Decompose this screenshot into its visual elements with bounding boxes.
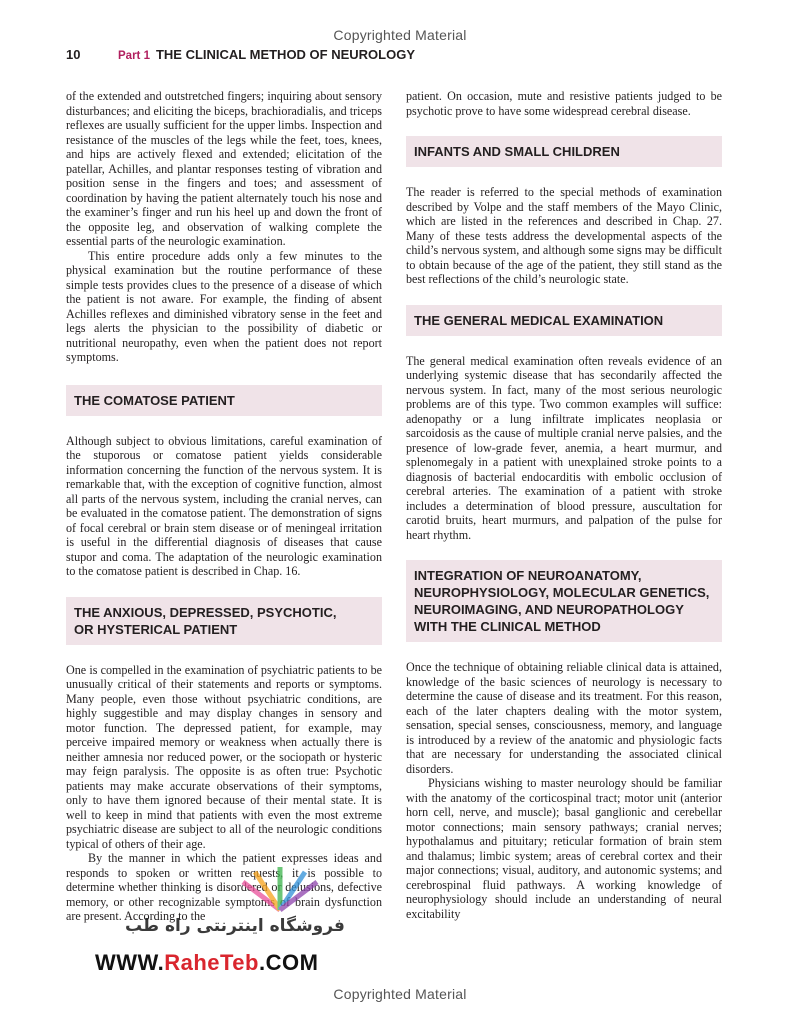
paragraph: One is compelled in the examination of psychiatric patients to be unusually critical of their statements and reports or symptoms. Many people, even those without psychiatric conditions, are highly suggestible and may display changes in sensory and motor function. The depressed patient, for example, may perceive impaired memory or weakness when actually there is neither amnesia nor reduced power, or the sociopath or hysteric may feign paralysis. The opposite is as often true: Psychotic patients may make accurate observations of their symptoms, only to have them ignored because of their mental state. It is well to keep in mind that patients with even the most extreme psychiatric disease are subject to all of the neurologic conditions typical of others of their age. <box>66 662 382 851</box>
section-heading-text: THE COMATOSE PATIENT <box>74 392 235 408</box>
section-heading-text: WITH THE CLINICAL METHOD <box>414 619 601 634</box>
paragraph: The reader is referred to the special methods of examination described by Volpe and the staff members of the Mayo Clinic, which are listed in the references and described in Chap. 27. Many of these tests address the developmental aspects of the child’s nervous system, and although some signs may be difficult to obtain because of the age of the patient, they still stand as the best reflections of the child’s neurologic state. <box>406 185 722 286</box>
section-heading-text: THE GENERAL MEDICAL EXAMINATION <box>414 312 664 328</box>
part-label: Part 1 <box>118 50 150 62</box>
section-heading-comatose <box>66 385 382 416</box>
section-heading-text: INTEGRATION OF NEUROANATOMY, <box>414 568 642 583</box>
section-heading-infants <box>406 136 722 167</box>
section-heading-text: INFANTS AND SMALL CHILDREN <box>414 144 620 159</box>
section-heading-text: NEUROPHYSIOLOGY, MOLECULAR GENETICS, <box>414 585 710 600</box>
left-column <box>66 89 382 924</box>
right-column <box>406 89 722 921</box>
page-number: 10 <box>66 47 81 62</box>
paragraph: Physicians wishing to master neurology should be familiar with the anatomy of the corticospinal tract; motor unit (anterior horn cell, nerve, and muscle); basal ganglionic and cerebellar motor connections; main sensory pathways; cranial nerves; hypothalamus and pituitary; reticular formation of brain stem and thalamus; limbic system; areas of cerebral cortex and their major connections; visual, auditory, and autonomic systems; and cerebrospinal fluid pathways. A working knowledge of neurophysiology should include an understanding of neural excitability <box>406 776 722 921</box>
store-url: WWW.RaheTeb.COM <box>95 950 319 975</box>
section-heading-text: NEUROIMAGING, AND NEUROPATHOLOGY <box>414 602 684 617</box>
running-head <box>66 47 726 62</box>
paragraph: This entire procedure adds only a few minutes to the physical examination but the routine performance of these simple tests provides clues to the presence of a disease of which the patient is not aware. For example, the finding of absent Achilles reflexes and diminished vibratory sense in the feet and legs alerts the physician to the possibility of diabetic or nutritional neuropathy, even when the patient does not report symptoms. <box>66 248 382 364</box>
paragraph: By the manner in which the patient expresses ideas and responds to spoken or written requests, it is possible to determine whether thinking is disordered or delusions, defective memory, or other recognizable symptoms of brain dysfunction are present. According to the <box>66 851 382 923</box>
section-heading-general-medical <box>406 305 722 336</box>
part-title: THE CLINICAL METHOD OF NEUROLOGY <box>155 47 416 62</box>
section-heading-integration <box>406 560 722 642</box>
paragraph: Once the technique of obtaining reliable clinical data is attained, knowledge of the basic sciences of neurology is necessary to determine the cause of disease and its treatment. For this reason, each of the later chapters dealing with the motor system, sensation, special senses, consciousness, memory, and language is introduced by a review of the anatomic and physiologic facts that are necessary for understanding the associated clinical disorders. <box>406 660 722 776</box>
paragraph: patient. On occasion, mute and resistive patients judged to be psychotic prove to have some widespread cerebral disease. <box>406 89 722 118</box>
section-heading-text: OR HYSTERICAL PATIENT <box>74 621 238 637</box>
paragraph: of the extended and outstretched fingers; inquiring about sensory disturbances; and eliciting the biceps, brachioradialis, and triceps reflexes are usually sufficient for the upper limbs. Inspection and resistance of the muscles of the legs while the feet, toes, knees, and hips are actively flexed and extended; elicitation of the patellar, Achilles, and plantar responses testing of vibration and position sense in the fingers and toes; and assessment of coordination by having the patient alternately touch his nose and the examiner’s finger and run his heel up and down the front of the opposite leg, and observation of walking complete the essential parts of the neurologic examination. <box>66 89 382 248</box>
copyright-watermark-bottom: Copyrighted Material <box>333 986 467 1002</box>
section-heading-text: THE ANXIOUS, DEPRESSED, PSYCHOTIC, <box>74 604 337 620</box>
store-name: فروشگاه اینترنتی راه طب <box>125 916 345 936</box>
section-heading-anxious <box>66 597 382 645</box>
book-fan-icon <box>235 864 325 914</box>
paragraph: The general medical examination often reveals evidence of an underlying systemic disease that has secondarily affected the nervous system. In fact, many of the most serious neurologic problems are of this type. Two common examples will suffice: adenopathy or a lung infiltrate implicates neoplasia or sarcoidosis as the cause of multiple cranial nerve palsies, and the presence of low-grade fever, anemia, a heart murmur, and splenomegaly in a patient with unexplained stroke points to a diagnosis of bacterial endocarditis with embolic occlusion of cerebral arteries. The examination of a patient with stroke includes a determination of blood pressure, auscultation for carotid bruits, heart murmurs, and palpation of the pulse for heart rhythm. <box>406 353 722 542</box>
copyright-watermark-top: Copyrighted Material <box>333 27 467 43</box>
paragraph: Although subject to obvious limitations, careful examination of the stuporous or comatose patient yields considerable information concerning the function of the nervous system. It is remarkable that, with the exception of cognitive function, almost all parts of the nervous system, including the cranial nerves, can be evaluated in the comatose patient. The demonstration of signs of focal cerebral or brain stem disease or of meningeal irritation is useful in the differential diagnosis of diseases that cause stupor and coma. The adaptation of the neurologic examination to the comatose patient is described in Chap. 16. <box>66 433 382 578</box>
store-stamp <box>95 862 375 982</box>
